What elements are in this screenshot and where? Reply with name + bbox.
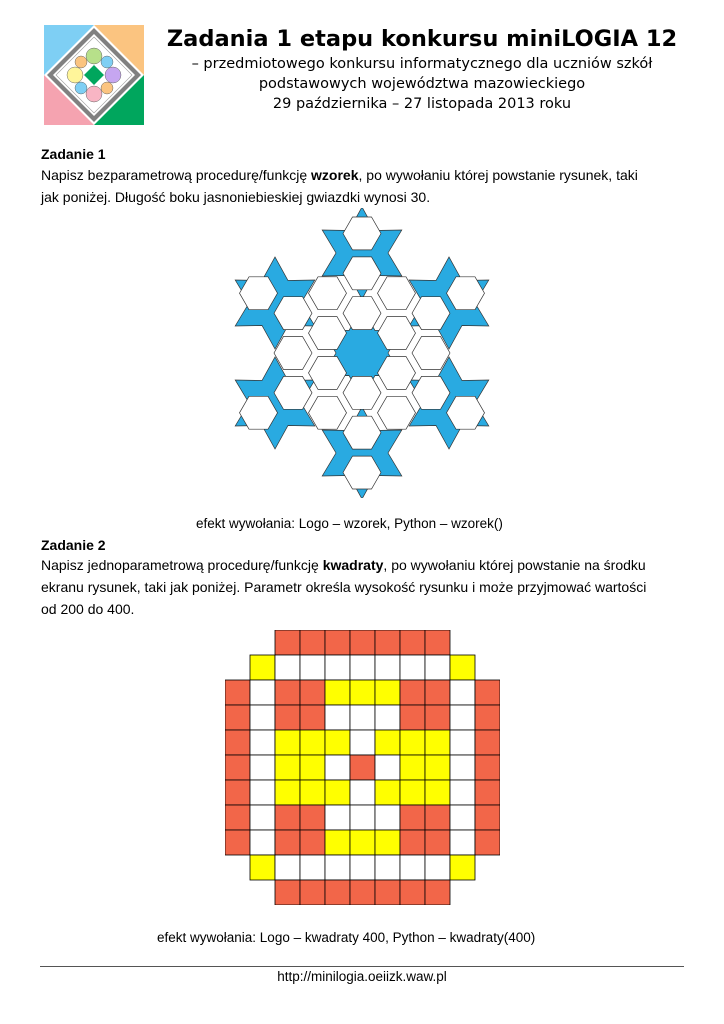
task1-heading: Zadanie 1 [41, 146, 106, 162]
pattern-square [225, 705, 250, 730]
pattern-square [375, 880, 400, 905]
pattern-square [275, 730, 300, 755]
task1-description [41, 164, 684, 208]
task1-text-end: , po wywołaniu której powstanie rysunek, taki [358, 167, 638, 183]
pattern-square [275, 830, 300, 855]
pattern-square [400, 805, 425, 830]
pattern-square [325, 755, 350, 780]
pattern-square [300, 805, 325, 830]
pattern-square [400, 855, 425, 880]
pattern-square [450, 655, 475, 680]
white-hexagon [309, 396, 347, 429]
pattern-square [275, 655, 300, 680]
pattern-square [350, 880, 375, 905]
pattern-square [325, 855, 350, 880]
pattern-square [300, 830, 325, 855]
squares-figure [225, 630, 500, 905]
pattern-square [425, 730, 450, 755]
pattern-square [300, 880, 325, 905]
pattern-square [300, 680, 325, 705]
pattern-square [350, 755, 375, 780]
white-hexagon [378, 277, 416, 310]
pattern-square [375, 830, 400, 855]
pattern-square [450, 805, 475, 830]
task2-procedure-name: kwadraty [322, 557, 384, 573]
task1-line-1 [41, 164, 684, 186]
pattern-square [325, 680, 350, 705]
pattern-square [325, 655, 350, 680]
pattern-square [375, 630, 400, 655]
pattern-square [300, 630, 325, 655]
pattern-square [225, 755, 250, 780]
pattern-square [250, 705, 275, 730]
pattern-square [425, 755, 450, 780]
pattern-square [300, 705, 325, 730]
pattern-square [250, 855, 275, 880]
pattern-square [225, 830, 250, 855]
pattern-square [350, 830, 375, 855]
star-pattern-figure [222, 208, 502, 498]
pattern-square [450, 780, 475, 805]
pattern-square [450, 705, 475, 730]
pattern-square [425, 830, 450, 855]
pattern-square [425, 680, 450, 705]
task2-description [41, 554, 684, 620]
minilogia-logo [44, 25, 144, 125]
pattern-square [375, 780, 400, 805]
pattern-square [425, 655, 450, 680]
page-subtitle-line-3: 29 października – 27 listopada 2013 roku [272, 96, 572, 112]
pattern-square [375, 805, 400, 830]
pattern-square [250, 755, 275, 780]
pattern-square [425, 705, 450, 730]
pattern-square [400, 830, 425, 855]
page-subtitle-line-1: – przedmiotowego konkursu informatycznego dla uczniów szkół [191, 56, 653, 72]
pattern-square [425, 880, 450, 905]
pattern-square [250, 780, 275, 805]
pattern-square [350, 805, 375, 830]
task2-caption: efekt wywołania: Logo – kwadraty 400, Python – kwadraty(400) [157, 930, 536, 945]
pattern-square [250, 680, 275, 705]
pattern-square [275, 680, 300, 705]
pattern-square [450, 855, 475, 880]
white-hexagon [412, 337, 450, 370]
pattern-square [250, 805, 275, 830]
pattern-square [450, 680, 475, 705]
pattern-square [325, 780, 350, 805]
pattern-square [450, 830, 475, 855]
footer-url: http://minilogia.oeiizk.waw.pl [277, 969, 447, 984]
pattern-square [375, 730, 400, 755]
pattern-square [400, 630, 425, 655]
task1-procedure-name: wzorek [311, 167, 359, 183]
white-hexagon [343, 297, 381, 330]
pattern-square [225, 730, 250, 755]
pattern-square [475, 730, 500, 755]
pattern-square [250, 730, 275, 755]
task2-line-3: od 200 do 400. [41, 601, 135, 617]
pattern-square [275, 705, 300, 730]
pattern-square [350, 655, 375, 680]
pattern-square [325, 830, 350, 855]
task2-text-end: , po wywołaniu której powstanie na środku [383, 557, 646, 573]
pattern-square [350, 780, 375, 805]
pattern-square [375, 755, 400, 780]
page-subtitle-line-2: podstawowych województwa mazowieckiego [258, 76, 586, 92]
pattern-square [475, 680, 500, 705]
pattern-square [450, 755, 475, 780]
pattern-square [475, 705, 500, 730]
pattern-square [350, 730, 375, 755]
page-title: Zadania 1 etapu konkursu miniLOGIA 12 [166, 26, 678, 52]
footer-divider [40, 966, 684, 967]
pattern-square [325, 705, 350, 730]
pattern-square [275, 855, 300, 880]
white-hexagon [274, 337, 312, 370]
pattern-square [350, 630, 375, 655]
pattern-square [325, 880, 350, 905]
task2-line-1 [41, 554, 684, 576]
pattern-square [425, 630, 450, 655]
pattern-square [225, 780, 250, 805]
task1-line-2: jak poniżej. Długość boku jasnoniebieskiej gwiazdki wynosi 30. [41, 189, 431, 205]
pattern-square [275, 805, 300, 830]
pattern-square [400, 655, 425, 680]
pattern-square [250, 655, 275, 680]
pattern-square [375, 705, 400, 730]
pattern-square [325, 630, 350, 655]
pattern-square [300, 855, 325, 880]
white-hexagon [309, 277, 347, 310]
pattern-square [300, 755, 325, 780]
white-hexagon [343, 376, 381, 409]
pattern-square [225, 680, 250, 705]
pattern-square [325, 805, 350, 830]
task2-line-2: ekranu rysunek, taki jak poniżej. Parametr określa wysokość rysunku i może przyjmować wartości [41, 579, 647, 595]
pattern-square [400, 705, 425, 730]
pattern-square [325, 730, 350, 755]
pattern-square [275, 630, 300, 655]
pattern-square [425, 855, 450, 880]
pattern-square [275, 780, 300, 805]
pattern-square [375, 655, 400, 680]
task1-text: Napisz bezparametrową procedurę/funkcję [41, 167, 312, 183]
pattern-square [400, 680, 425, 705]
pattern-square [475, 805, 500, 830]
pattern-square [400, 880, 425, 905]
pattern-square [475, 755, 500, 780]
pattern-square [400, 755, 425, 780]
pattern-square [275, 755, 300, 780]
pattern-square [300, 780, 325, 805]
pattern-square [475, 830, 500, 855]
pattern-square [250, 830, 275, 855]
pattern-square [450, 730, 475, 755]
pattern-square [275, 880, 300, 905]
pattern-square [400, 780, 425, 805]
pattern-square [300, 730, 325, 755]
pattern-square [350, 855, 375, 880]
pattern-square [425, 805, 450, 830]
pattern-square [475, 780, 500, 805]
pattern-square [350, 680, 375, 705]
pattern-square [400, 730, 425, 755]
task1-caption: efekt wywołania: Logo – wzorek, Python – wzorek() [196, 516, 503, 531]
pattern-square [225, 805, 250, 830]
pattern-square [375, 855, 400, 880]
task2-text: Napisz jednoparametrową procedurę/funkcję [41, 557, 323, 573]
pattern-square [300, 655, 325, 680]
pattern-square [375, 680, 400, 705]
pattern-square [425, 780, 450, 805]
task2-heading: Zadanie 2 [41, 537, 106, 553]
white-hexagon [378, 396, 416, 429]
pattern-square [350, 705, 375, 730]
